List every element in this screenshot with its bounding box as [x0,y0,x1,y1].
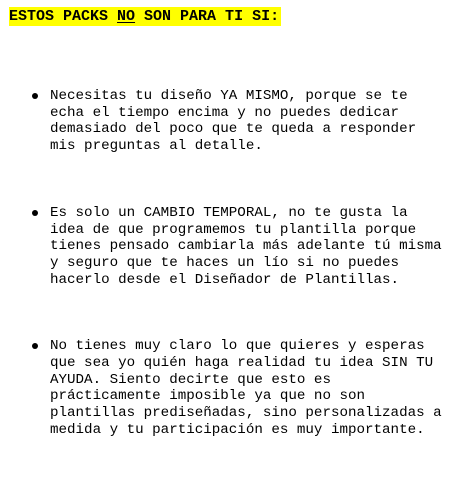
bullet-icon [32,93,38,99]
list-item [0,88,460,155]
heading-text-end: SON PARA TI SI: [135,8,280,25]
page-heading [9,8,281,26]
heading-text-start: ESTOS PACKS [9,8,118,25]
list-item-text: No tienes muy claro lo que quieres y esperas que sea yo quién haga realidad tu idea SIN TU AYUDA. Siento decirte que esto es prácticamente imposible ya que no son plantillas prediseñadas, sino personalizadas a medida y tu participación es muy importante. [50,338,442,438]
heading-highlight [9,7,281,26]
heading-emphasis-no: NO [117,8,136,25]
conditions-list [0,88,460,489]
bullet-icon [32,343,38,349]
bullet-icon [32,210,38,216]
list-item-text: Es solo un CAMBIO TEMPORAL, no te gusta la idea de que programemos tu plantilla porque tienes pensado cambiarla más adelante tú misma y seguro que te haces un lío si no puedes hacerlo desde el Diseñador de Plantillas. [50,204,442,288]
list-item [0,205,460,289]
list-item-text: Necesitas tu diseño YA MISMO, porque se te echa el tiempo encima y no puedes dedicar demasiado del poco que te queda a responder mis preguntas al detalle. [50,88,417,155]
list-item [0,338,460,438]
